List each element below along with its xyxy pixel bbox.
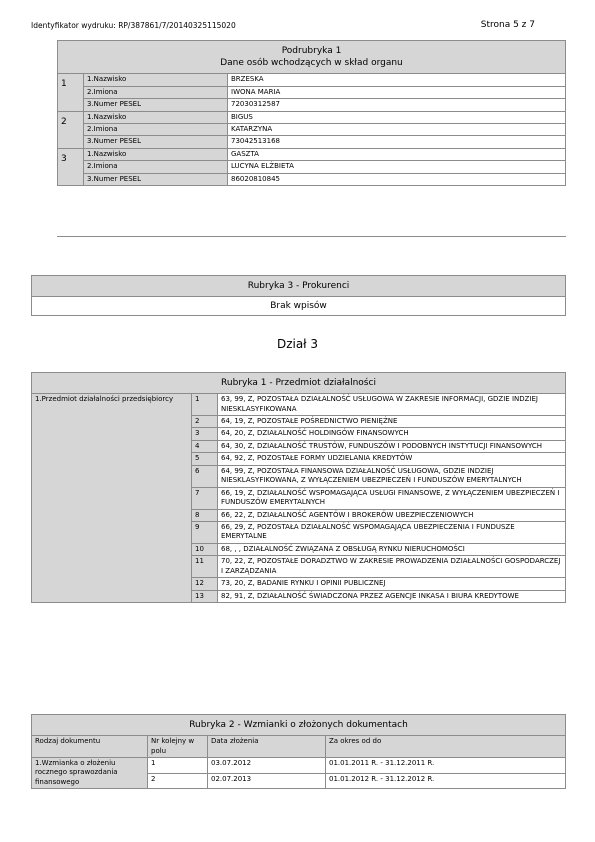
column-header: Rodzaj dokumentu (32, 736, 148, 758)
field-value: GASZTA (228, 148, 566, 160)
document-type: 1.Wzmianka o złożeniu rocznego sprawozdania finansowego (32, 758, 148, 789)
field-value: BRZESKA (228, 74, 566, 86)
section-heading: Dział 3 (276, 337, 319, 351)
field-label: 1.Nazwisko (84, 111, 228, 123)
prokurenci-empty: Brak wpisów (32, 297, 566, 316)
prokurenci-table (31, 275, 566, 316)
item-text: 70, 22, Z, POZOSTAŁE DORADZTWO W ZAKRESIE PROWADZENIA DZIAŁALNOŚCI GOSPODARCZEJ I ZARZĄDZANIA (218, 556, 566, 578)
item-number: 1 (192, 394, 218, 416)
item-text: 82, 91, Z, DZIAŁALNOŚĆ ŚWIADCZONA PRZEZ AGENCJE INKASA I BIURA KREDYTOWE (218, 590, 566, 602)
podrubryka-table (57, 40, 566, 186)
item-text: 66, 29, Z, POZOSTAŁA DZIAŁALNOŚĆ WSPOMAGAJĄCA UBEZPIECZENIA I FUNDUSZE EMERYTALNE (218, 521, 566, 543)
przedmiot-title: Rubryka 1 - Przedmiot działalności (32, 373, 566, 394)
column-header: Data złożenia (208, 736, 326, 758)
item-number: 13 (192, 590, 218, 602)
field-label: 1.Nazwisko (84, 148, 228, 160)
item-text: 66, 22, Z, DZIAŁALNOŚĆ AGENTÓW I BROKERÓW UBEZPIECZENIOWYCH (218, 509, 566, 521)
field-label: 2.Imiona (84, 161, 228, 173)
row-number: 2 (148, 773, 208, 789)
person-number: 3 (58, 148, 84, 185)
divider (57, 236, 566, 237)
filing-date: 03.07.2012 (208, 758, 326, 774)
item-text: 64, 99, Z, POZOSTAŁA FINANSOWA DZIAŁALNOŚĆ USŁUGOWA, GDZIE INDZIEJ NIESKLASYFIKOWANA, Z WYŁĄCZENIEM UBEZPIECZEŃ I FUNDUSZÓW EMERYTALNYCH (218, 465, 566, 487)
item-text: 64, 19, Z, POZOSTAŁE POŚREDNICTWO PIENIĘŻNE (218, 416, 566, 428)
filing-date: 02.07.2013 (208, 773, 326, 789)
period: 01.01.2012 R. - 31.12.2012 R. (326, 773, 566, 789)
field-value: IWONA MARIA (228, 86, 566, 98)
item-text: 68, , , DZIAŁALNOŚĆ ZWIĄZANA Z OBSŁUGĄ RYNKU NIERUCHOMOŚCI (218, 543, 566, 555)
wzmianki-title: Rubryka 2 - Wzmianki o złożonych dokumentach (32, 715, 566, 736)
field-label: 2.Imiona (84, 124, 228, 136)
item-number: 6 (192, 465, 218, 487)
field-label: 3.Numer PESEL (84, 173, 228, 185)
item-number: 9 (192, 521, 218, 543)
podrubryka-title (58, 41, 566, 74)
print-identifier: Identyfikator wydruku: RP/387861/7/20140325115020 (31, 21, 236, 30)
item-text: 64, 20, Z, DZIAŁALNOŚĆ HOLDINGÓW FINANSOWYCH (218, 428, 566, 440)
person-number: 1 (58, 74, 84, 111)
przedmiot-label: 1.Przedmiot działalności przedsiębiorcy (32, 394, 192, 603)
period: 01.01.2011 R. - 31.12.2011 R. (326, 758, 566, 774)
page-number: Strona 5 z 7 (480, 20, 535, 30)
wzmianki-table (31, 714, 566, 789)
item-text: 64, 30, Z, DZIAŁALNOŚĆ TRUSTÓW, FUNDUSZÓW I PODOBNYCH INSTYTUCJI FINANSOWYCH (218, 440, 566, 452)
item-number: 2 (192, 416, 218, 428)
column-header: Nr kolejny w polu (148, 736, 208, 758)
podrubryka-title-line1: Podrubryka 1 (281, 46, 342, 56)
item-number: 10 (192, 543, 218, 555)
item-number: 7 (192, 487, 218, 509)
prokurenci-title: Rubryka 3 - Prokurenci (32, 276, 566, 297)
field-label: 3.Numer PESEL (84, 136, 228, 148)
field-value: 72030312587 (228, 99, 566, 111)
field-value: BIGUS (228, 111, 566, 123)
item-number: 11 (192, 556, 218, 578)
przedmiot-table (31, 372, 566, 603)
item-number: 12 (192, 578, 218, 590)
item-text: 64, 92, Z, POZOSTAŁE FORMY UDZIELANIA KREDYTÓW (218, 453, 566, 465)
item-number: 8 (192, 509, 218, 521)
item-number: 3 (192, 428, 218, 440)
item-number: 5 (192, 453, 218, 465)
item-number: 4 (192, 440, 218, 452)
field-value: KATARZYNA (228, 124, 566, 136)
field-value: 73042513168 (228, 136, 566, 148)
column-header: Za okres od do (326, 736, 566, 758)
field-value: LUCYNA ELŻBIETA (228, 161, 566, 173)
item-text: 73, 20, Z, BADANIE RYNKU I OPINII PUBLICZNEJ (218, 578, 566, 590)
item-text: 63, 99, Z, POZOSTAŁA DZIAŁALNOŚĆ USŁUGOWA W ZAKRESIE INFORMACJI, GDZIE INDZIEJ NIESKLASYFIKOWANA (218, 394, 566, 416)
field-label: 2.Imiona (84, 86, 228, 98)
field-label: 1.Nazwisko (84, 74, 228, 86)
person-number: 2 (58, 111, 84, 148)
field-label: 3.Numer PESEL (84, 99, 228, 111)
field-value: 86020810845 (228, 173, 566, 185)
row-number: 1 (148, 758, 208, 774)
podrubryka-title-line2: Dane osób wchodzących w skład organu (220, 58, 403, 69)
item-text: 66, 19, Z, DZIAŁALNOŚĆ WSPOMAGAJĄCA USŁUGI FINANSOWE, Z WYŁĄCZENIEM UBEZPIECZEŃ I FUNDUSZÓW EMERYTALNYCH (218, 487, 566, 509)
